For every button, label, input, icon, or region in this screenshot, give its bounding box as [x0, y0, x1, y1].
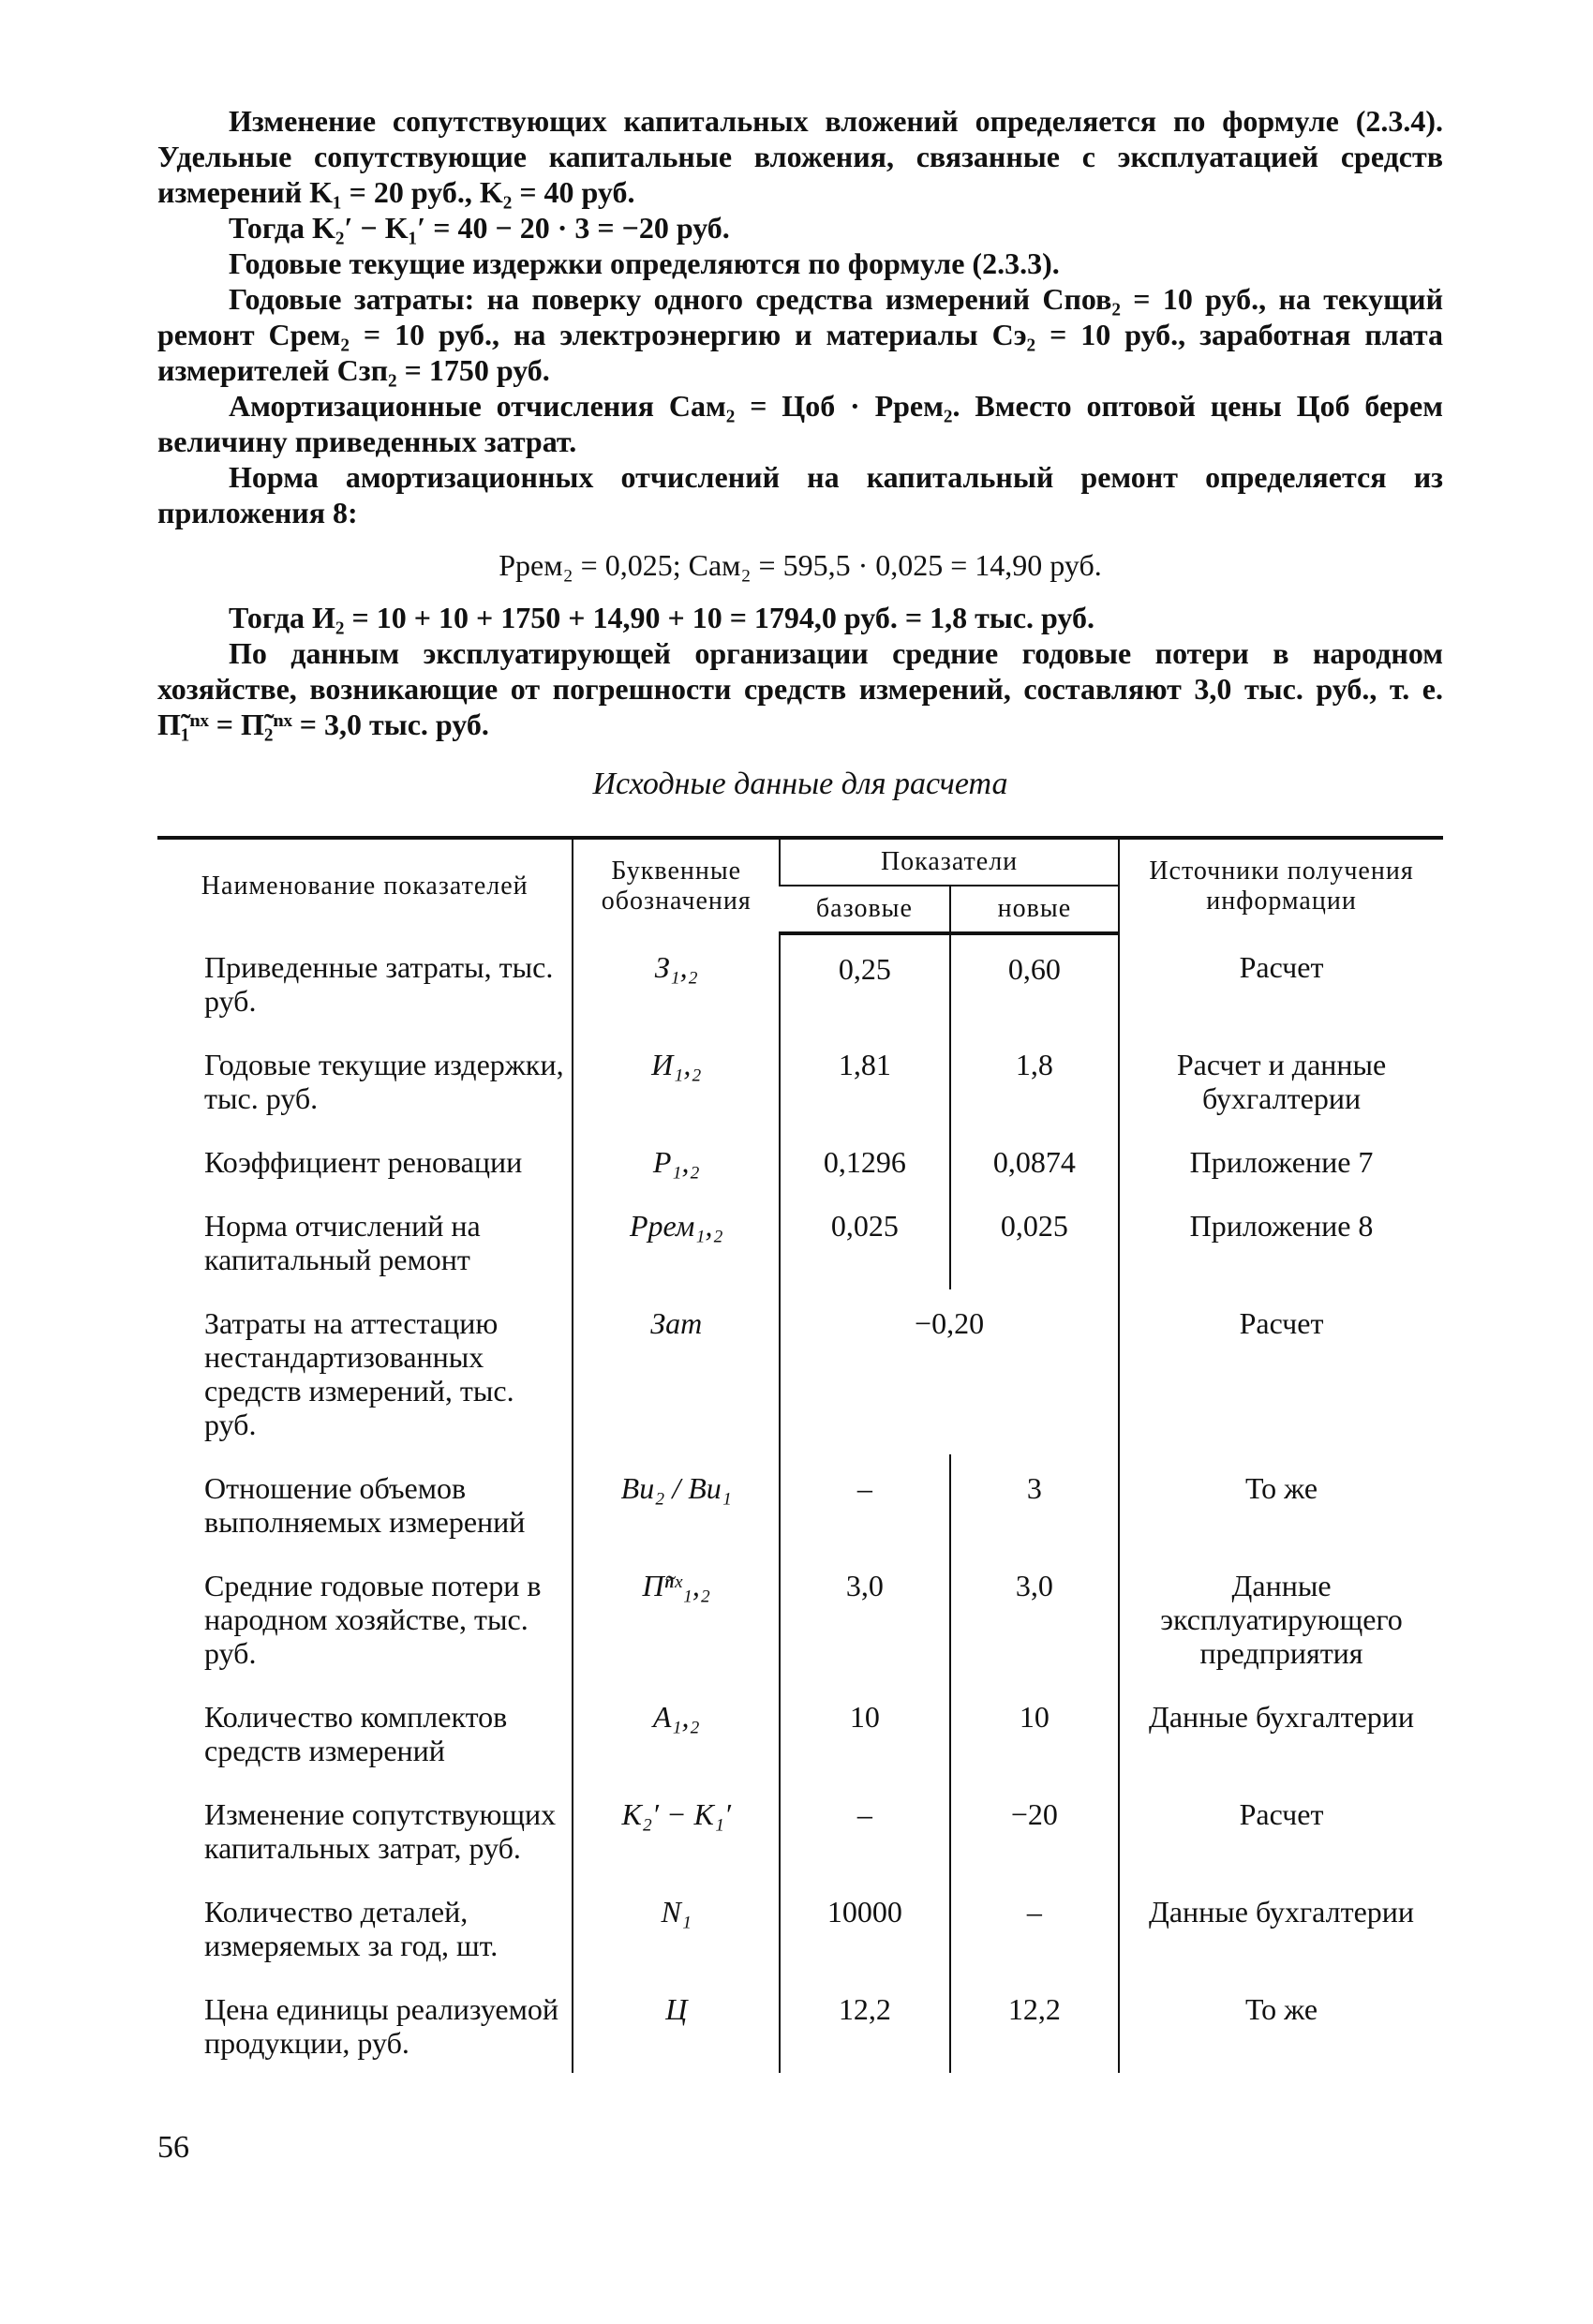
row-base: 0,1296: [780, 1128, 950, 1192]
paragraph-losses: По данным эксплуатирующей организации средние годовые потери в народном хозяйстве, возникающие от погрешности средств измерений, составляют 3,0 тыс. руб., т. е. П̃₁ⁿˣ = П̃₂ⁿˣ = 3,0 тыс. руб.: [157, 636, 1443, 741]
row-symbol: Pрем₁,₂: [573, 1192, 780, 1289]
row-new: 1,8: [950, 1031, 1119, 1128]
row-new: 3: [950, 1454, 1119, 1552]
table-row: [157, 1454, 1443, 1552]
row-base: 0,25: [780, 933, 950, 1031]
row-source: Расчет: [1119, 1780, 1443, 1878]
row-name: [157, 1975, 573, 2073]
row-symbol: Зат: [573, 1289, 780, 1454]
row-source: Расчет: [1119, 1289, 1443, 1454]
row-source: Расчет и данные бухгалтерии: [1119, 1031, 1443, 1128]
header-name: Наименование показателей: [201, 872, 529, 901]
row-name-text: Количество деталей, измеряемых за год, шт.: [204, 1895, 499, 1962]
table-row: [157, 1192, 1443, 1289]
page-content: [157, 103, 1443, 2073]
row-source: Данные эксплуатирующего предприятия: [1119, 1552, 1443, 1683]
row-name: [157, 1031, 573, 1128]
row-symbol: З₁,₂: [573, 933, 780, 1031]
row-name-text: Количество комплектов средств измерений: [204, 1700, 508, 1767]
row-name: [157, 933, 573, 1031]
table-header-row: [157, 838, 1443, 886]
row-base: –: [780, 1454, 950, 1552]
row-symbol: Ц: [573, 1975, 780, 2073]
header-symbol: Буквенные обозначения: [573, 838, 780, 933]
header-new: новые: [950, 886, 1119, 933]
row-name-text: Отношение объемов выполняемых измерений: [204, 1471, 526, 1539]
row-symbol: Bи₂ / Bи₁: [573, 1454, 780, 1552]
source-data-table: [157, 836, 1443, 2073]
row-name: [157, 1552, 573, 1683]
row-source: Данные бухгалтерии: [1119, 1878, 1443, 1975]
row-new: 3,0: [950, 1552, 1119, 1683]
table-row: [157, 1552, 1443, 1683]
paragraph-then-i: Тогда И₂ = 10 + 10 + 1750 + 14,90 + 10 = 1794,0 руб. = 1,8 тыс. руб.: [229, 601, 1094, 634]
row-name-text: Средние годовые потери в народном хозяйстве, тыс. руб.: [204, 1569, 542, 1670]
row-base: 3,0: [780, 1552, 950, 1683]
row-new: 0,60: [950, 933, 1119, 1031]
formula-amortization: Pрем₂ = 0,025; Cам₂ = 595,5 · 0,025 = 14,90 руб.: [499, 548, 1102, 582]
header-indicators: Показатели: [780, 838, 1119, 886]
row-name: [157, 1192, 573, 1289]
row-new: –: [950, 1878, 1119, 1975]
row-merged-value: −0,20: [780, 1289, 1119, 1454]
paragraph-amortization: Амортизационные отчисления Cам₂ = Цоб · Pрем₂. Вместо оптовой цены Цоб берем величину приведенных затрат.: [157, 389, 1443, 458]
row-new: 0,025: [950, 1192, 1119, 1289]
row-name-text: Годовые текущие издержки, тыс. руб.: [204, 1048, 564, 1115]
row-source: Приложение 7: [1119, 1128, 1443, 1192]
row-base: 10: [780, 1683, 950, 1780]
table-row: [157, 1683, 1443, 1780]
row-symbol: P₁,₂: [573, 1128, 780, 1192]
row-base: 12,2: [780, 1975, 950, 2073]
row-base: 1,81: [780, 1031, 950, 1128]
row-name-text: Изменение сопутствующих капитальных затрат, руб.: [204, 1797, 557, 1865]
header-base: базовые: [780, 886, 950, 933]
header-source: Источники получения информации: [1119, 838, 1443, 933]
row-name-text: Цена единицы реализуемой продукции, руб.: [204, 1992, 558, 2060]
row-base: 0,025: [780, 1192, 950, 1289]
table-row: [157, 1289, 1443, 1454]
paragraph-annual-costs-formula: Годовые текущие издержки определяются по формуле (2.3.3).: [229, 246, 1060, 280]
row-symbol: K₂′ − K₁′: [573, 1780, 780, 1878]
row-source: Расчет: [1119, 933, 1443, 1031]
row-symbol: И₁,₂: [573, 1031, 780, 1128]
table-row: [157, 1878, 1443, 1975]
table-row: [157, 1031, 1443, 1128]
table-row: [157, 1128, 1443, 1192]
row-base: 10000: [780, 1878, 950, 1975]
table-row: [157, 1975, 1443, 2073]
row-new: 10: [950, 1683, 1119, 1780]
table-caption: Исходные данные для расчета: [592, 767, 1008, 801]
row-name-text: Коэффициент реновации: [204, 1145, 523, 1179]
paragraph-annual-expenses: Годовые затраты: на поверку одного средства измерений Cпов₂ = 10 руб., на текущий ремонт Cрем₂ = 10 руб., на электроэнергию и материалы Cэ₂ = 10 руб., заработная плата измерителей Cзп₂ = 1750 руб.: [157, 282, 1443, 387]
row-name: [157, 1683, 573, 1780]
table-row: [157, 933, 1443, 1031]
row-source: То же: [1119, 1975, 1443, 2073]
table-row: [157, 1780, 1443, 1878]
row-base: –: [780, 1780, 950, 1878]
paragraph-then-k: Тогда K₂′ − K₁′ = 40 − 20 · 3 = −20 руб.: [229, 211, 730, 245]
row-name: [157, 1128, 573, 1192]
row-symbol: N₁: [573, 1878, 780, 1975]
row-name: [157, 1780, 573, 1878]
row-new: −20: [950, 1780, 1119, 1878]
row-new: 12,2: [950, 1975, 1119, 2073]
row-name: [157, 1454, 573, 1552]
row-name-text: Приведенные затраты, тыс. руб.: [204, 950, 554, 1018]
row-symbol: A₁,₂: [573, 1683, 780, 1780]
page-number: 56: [157, 2130, 189, 2165]
row-new: 0,0874: [950, 1128, 1119, 1192]
row-name: [157, 1878, 573, 1975]
row-name-text: Затраты на аттестацию нестандартизованных средств измерений, тыс. руб.: [204, 1306, 514, 1441]
row-symbol: П̃ⁿˣ₁,₂: [573, 1552, 780, 1683]
row-name: [157, 1289, 573, 1454]
paragraph-amortization-norm: Норма амортизационных отчислений на капитальный ремонт определяется из приложения 8:: [157, 460, 1443, 529]
row-source: Данные бухгалтерии: [1119, 1683, 1443, 1780]
paragraph-capital-investments: Изменение сопутствующих капитальных вложений определяется по формуле (2.3.4). Удельные сопутствующие капитальные вложения, связанные с эксплуатацией средств измерений K₁ = 20 руб., K₂ = 40 руб.: [157, 104, 1443, 209]
row-name-text: Норма отчислений на капитальный ремонт: [204, 1209, 481, 1276]
row-source: Приложение 8: [1119, 1192, 1443, 1289]
row-source: То же: [1119, 1454, 1443, 1552]
